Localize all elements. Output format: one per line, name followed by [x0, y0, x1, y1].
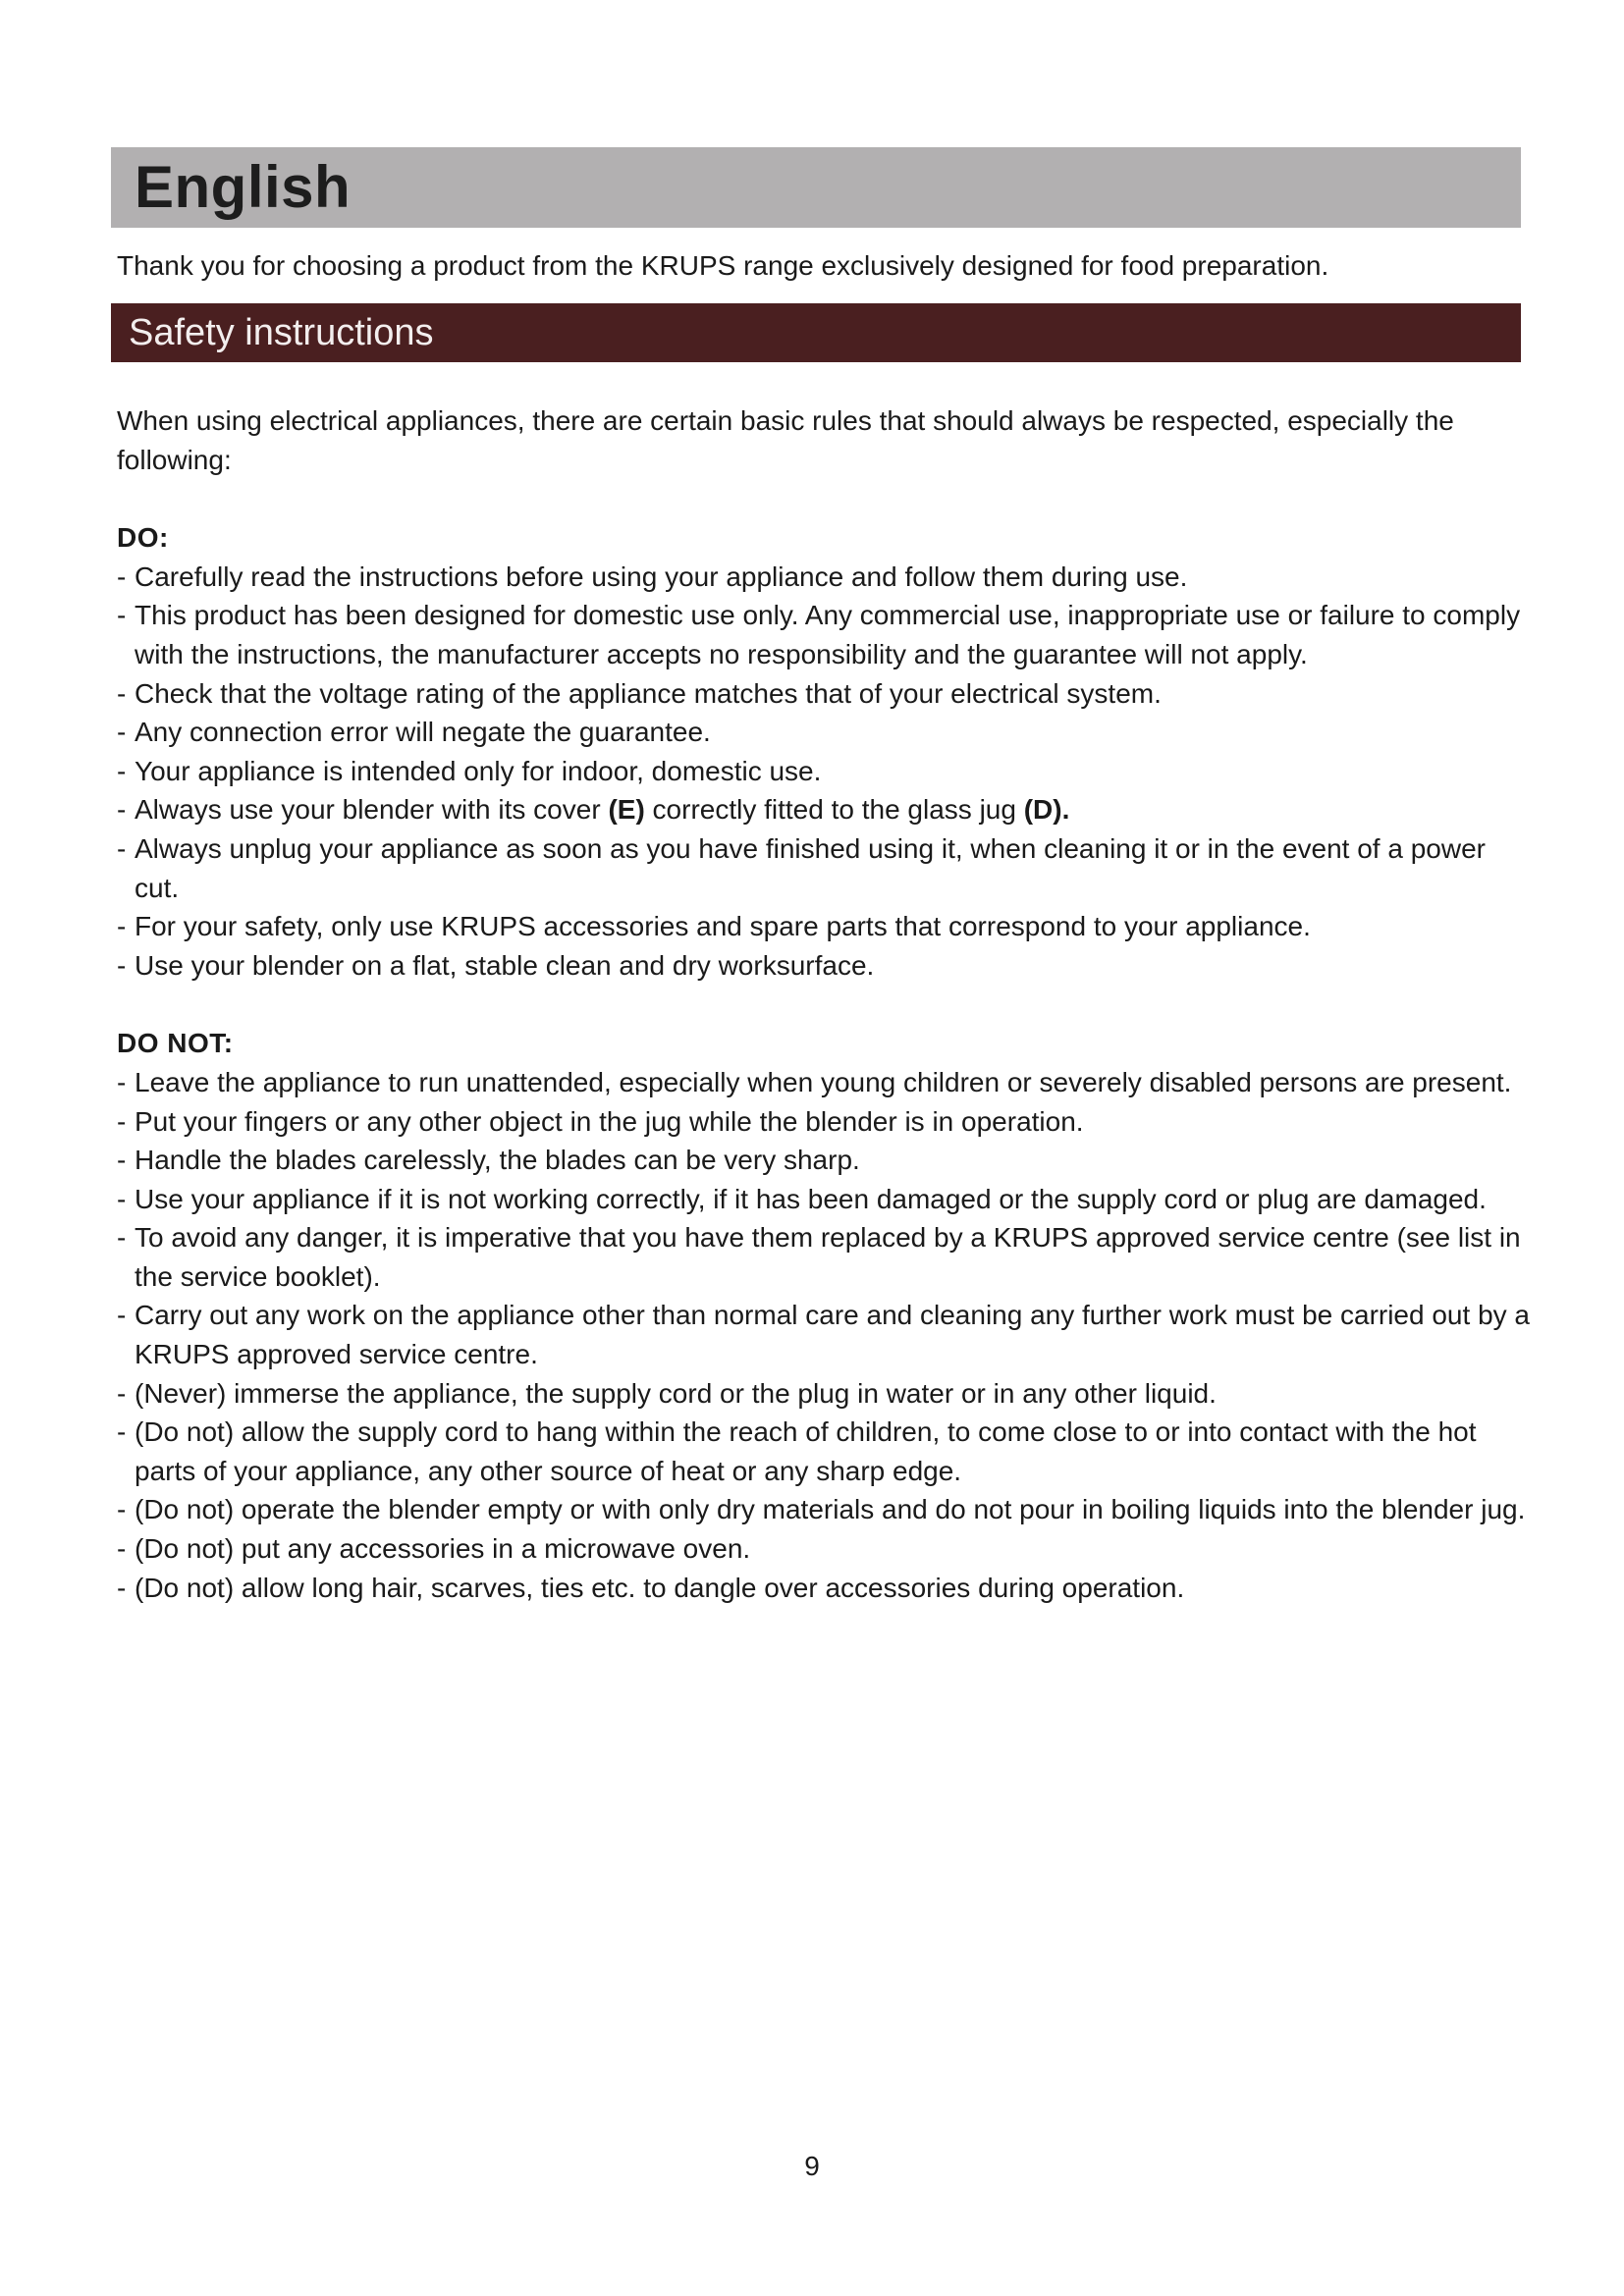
do-item: - Carefully read the instructions before using your appliance and follow them during use.: [117, 558, 1531, 597]
page-number: 9: [804, 2151, 820, 2181]
do-not-item: - Put your fingers or any other object in the jug while the blender is in operation.: [117, 1102, 1531, 1142]
do-not-item: - To avoid any danger, it is imperative that you have them replaced by a KRUPS approved service centre (see list in the service booklet).: [117, 1218, 1531, 1296]
do-not-item: - (Do not) operate the blender empty or with only dry materials and do not pour in boiling liquids into the blender jug.: [117, 1490, 1531, 1529]
intro-text: Thank you for choosing a product from the KRUPS range exclusively designed for food preparation.: [117, 250, 1329, 281]
do-item: - This product has been designed for domestic use only. Any commercial use, inappropriate use or failure to comply with the instructions, the manufacturer accepts no responsibility and the guarantee will not apply.: [117, 596, 1531, 673]
do-not-heading: DO NOT:: [117, 1028, 234, 1059]
section-header-bar: [111, 303, 1521, 362]
do-item: - Your appliance is intended only for indoor, domestic use.: [117, 752, 1531, 791]
do-not-item: - Leave the appliance to run unattended, especially when young children or severely disabled persons are present.: [117, 1063, 1531, 1102]
do-item: - Any connection error will negate the guarantee.: [117, 713, 1531, 752]
do-item: - Always unplug your appliance as soon as you have finished using it, when cleaning it or in the event of a power cut.: [117, 829, 1531, 907]
do-not-item: - (Do not) allow long hair, scarves, ties etc. to dangle over accessories during operation.: [117, 1569, 1531, 1608]
part-ref-jug: (D).: [1023, 794, 1070, 826]
do-not-list: [117, 1063, 1531, 1607]
lead-paragraph: When using electrical appliances, there are certain basic rules that should always be respected, especially the following:: [117, 405, 1454, 475]
do-item: [117, 790, 1531, 829]
section-title: Safety instructions: [129, 312, 434, 353]
do-item: - Use your blender on a flat, stable clean and dry worksurface.: [117, 946, 1531, 986]
do-item: - Check that the voltage rating of the appliance matches that of your electrical system.: [117, 674, 1531, 714]
language-title: English: [135, 154, 352, 220]
do-list: [117, 558, 1531, 986]
safety-content: [117, 401, 1531, 1607]
do-not-item: - (Do not) put any accessories in a microwave oven.: [117, 1529, 1531, 1569]
do-not-item: - Use your appliance if it is not working correctly, if it has been damaged or the supply cord or plug are damaged.: [117, 1180, 1531, 1219]
do-not-item: - Carry out any work on the appliance other than normal care and cleaning any further work must be carried out by a KRUPS approved service centre.: [117, 1296, 1531, 1373]
do-item: - For your safety, only use KRUPS accessories and spare parts that correspond to your appliance.: [117, 907, 1531, 946]
do-heading: DO:: [117, 522, 169, 554]
language-header-bar: [111, 147, 1521, 228]
do-item-text: Always use your blender with its cover: [135, 794, 609, 826]
do-not-item: - Handle the blades carelessly, the blades can be very sharp.: [117, 1141, 1531, 1180]
do-not-item: - (Never) immerse the appliance, the supply cord or the plug in water or in any other liquid.: [117, 1374, 1531, 1414]
do-item-text: correctly fitted to the glass jug: [644, 794, 1024, 826]
do-not-item: - (Do not) allow the supply cord to hang within the reach of children, to come close to or into contact with the hot parts of your appliance, any other source of heat or any sharp edge.: [117, 1413, 1531, 1490]
part-ref-cover: (E): [608, 794, 645, 826]
